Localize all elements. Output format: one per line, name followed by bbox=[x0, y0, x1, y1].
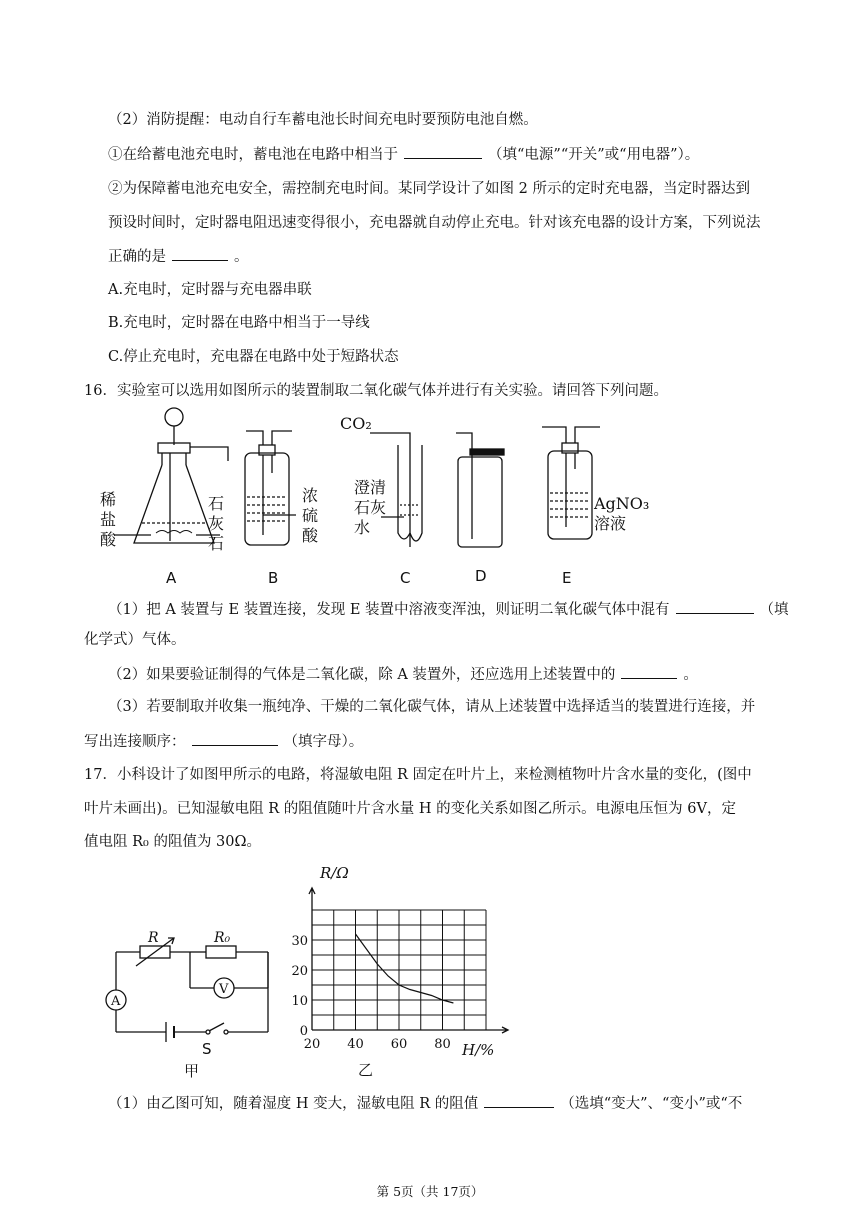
x-tick-label: 80 bbox=[434, 1037, 451, 1052]
answer-blank[interactable] bbox=[484, 1093, 554, 1108]
q15-part2-2-line2: 预设时间时，定时器电阻迅速变得很小，充电器就自动停止充电。针对该充电器的设计方案，下列说法 bbox=[108, 215, 761, 231]
q15-part2: （2）消防提醒：电动自行车蓄电池长时间充电时要预防电池自燃。 bbox=[108, 112, 538, 128]
label-solution: 溶液 bbox=[594, 514, 627, 533]
circuit-diagram bbox=[100, 920, 290, 1080]
y-tick-labels bbox=[291, 934, 308, 1039]
q16-part2 bbox=[108, 664, 698, 685]
label-r0: R₀ bbox=[214, 930, 231, 946]
answer-blank[interactable] bbox=[676, 599, 754, 614]
label-limewater-1: 澄清 bbox=[354, 478, 387, 497]
q15-option-a: A.充电时，定时器与充电器串联 bbox=[108, 282, 312, 298]
q15-option-c: C.停止充电时，充电器在电路中处于短路状态 bbox=[108, 349, 399, 365]
q16-part1-hint: （填 bbox=[759, 602, 789, 618]
label-sulfuric-1: 浓 bbox=[302, 486, 319, 505]
q17-line3: 值电阻 R₀ 的阻值为 30Ω。 bbox=[84, 834, 262, 850]
q17-part1-hint: （选填“变大”、“变小”或“不 bbox=[560, 1096, 743, 1112]
ammeter-label: A bbox=[111, 994, 121, 1009]
y-tick-label: 0 bbox=[299, 1024, 308, 1039]
x-tick-label: 40 bbox=[347, 1037, 364, 1052]
q15-part2-2-text: 正确的是 bbox=[108, 249, 166, 265]
q17-part1 bbox=[108, 1093, 742, 1114]
x-tick-labels bbox=[304, 1037, 451, 1052]
x-tick-label: 20 bbox=[303, 1037, 321, 1052]
q17-part1-text: （1）由乙图可知，随着湿度 H 变大，湿敏电阻 R 的阻值 bbox=[108, 1096, 479, 1112]
label-co2: CO₂ bbox=[340, 414, 372, 433]
caption-c: C bbox=[400, 569, 411, 587]
circuit-caption: 甲 bbox=[184, 1062, 200, 1080]
label-sulfuric-3: 酸 bbox=[302, 526, 319, 545]
q16-part3-line1: （3）若要制取并收集一瓶纯净、干燥的二氧化碳气体，请从上述装置中选择适当的装置进行连接，并 bbox=[108, 699, 756, 715]
label-limestone-2: 灰 bbox=[208, 514, 225, 533]
resistance-humidity-chart bbox=[290, 858, 510, 1058]
q16-part1-line1 bbox=[108, 599, 789, 620]
q15-part2-2-line1: ②为保障蓄电池充电安全，需控制充电时间。某同学设计了如图 2 所示的定时充电器，当定时器达到 bbox=[108, 181, 750, 197]
chart-caption: 乙 bbox=[358, 1061, 374, 1079]
answer-blank[interactable] bbox=[621, 664, 677, 679]
label-limewater-2: 石灰 bbox=[354, 498, 387, 517]
chart-grid bbox=[312, 910, 486, 1030]
y-axis-label: R/Ω bbox=[320, 864, 349, 882]
q15-option-b: B.充电时，定时器在电路中相当于一导线 bbox=[108, 315, 370, 331]
x-axis-label: H/% bbox=[462, 1041, 495, 1058]
label-acid-2: 盐 bbox=[100, 510, 117, 529]
label-agno3: AgNO₃ bbox=[594, 494, 650, 513]
q16-stem: 16．实验室可以选用如图所示的装置制取二氧化碳气体并进行有关实验。请回答下列问题。 bbox=[84, 383, 668, 399]
label-acid-3: 酸 bbox=[100, 530, 117, 549]
page-footer: 第 5页（共 17页） bbox=[376, 1184, 484, 1199]
q15-part2-2-line3 bbox=[108, 246, 249, 267]
q16-part1-line2: 化学式）气体。 bbox=[84, 632, 186, 648]
y-axis bbox=[309, 888, 315, 1030]
caption-b: B bbox=[268, 569, 279, 587]
caption-e: E bbox=[562, 569, 572, 587]
q16-part1-text: （1）把 A 装置与 E 装置连接，发现 E 装置中溶液变浑浊，则证明二氧化碳气体中混有 bbox=[108, 602, 670, 618]
q16-part3-hint: （填字母）。 bbox=[283, 734, 364, 750]
q17-line2: 叶片未画出)。已知湿敏电阻 R 的阻值随叶片含水量 H 的变化关系如图乙所示。电源电压恒为 6V，定 bbox=[84, 801, 736, 817]
caption-d: D bbox=[475, 567, 487, 585]
label-limewater-3: 水 bbox=[354, 518, 371, 537]
y-tick-label: 10 bbox=[291, 994, 308, 1009]
answer-blank[interactable] bbox=[192, 731, 278, 746]
label-sulfuric-2: 硫 bbox=[302, 506, 319, 525]
switch-label: S bbox=[202, 1040, 212, 1058]
x-tick-label: 60 bbox=[390, 1037, 408, 1052]
voltmeter-label: V bbox=[219, 982, 229, 997]
q15-part2-1-hint: （填“电源”“开关”或“用电器”）。 bbox=[488, 147, 700, 163]
x-axis bbox=[312, 1027, 508, 1033]
q15-part2-2-end: 。 bbox=[234, 249, 249, 265]
answer-blank[interactable] bbox=[404, 144, 482, 159]
q16-part3-text: 写出连接顺序： bbox=[84, 734, 186, 750]
q15-part2-1-text: ①在给蓄电池充电时，蓄电池在电路中相当于 bbox=[108, 147, 398, 163]
caption-a: A bbox=[166, 569, 177, 587]
q17-line1: 17．小科设计了如图甲所示的电路，将湿敏电阻 R 固定在叶片上，来检测植物叶片含水量的变化，(图中 bbox=[84, 767, 752, 783]
resistance-curve bbox=[356, 934, 454, 1003]
q16-part2-text: （2）如果要验证制得的气体是二氧化碳，除 A 装置外，还应选用上述装置中的 bbox=[108, 667, 616, 683]
label-limestone-1: 石 bbox=[208, 494, 225, 513]
q15-part2-1 bbox=[108, 144, 699, 165]
q16-part3-line2 bbox=[84, 731, 363, 752]
lab-apparatus-figure bbox=[96, 405, 656, 595]
q16-part2-end: 。 bbox=[683, 667, 698, 683]
label-r: R bbox=[148, 930, 159, 946]
y-tick-label: 30 bbox=[291, 934, 308, 949]
y-tick-label: 20 bbox=[291, 964, 308, 979]
label-limestone-3: 石 bbox=[208, 534, 225, 553]
answer-blank[interactable] bbox=[172, 246, 228, 261]
label-acid-1: 稀 bbox=[100, 490, 117, 509]
